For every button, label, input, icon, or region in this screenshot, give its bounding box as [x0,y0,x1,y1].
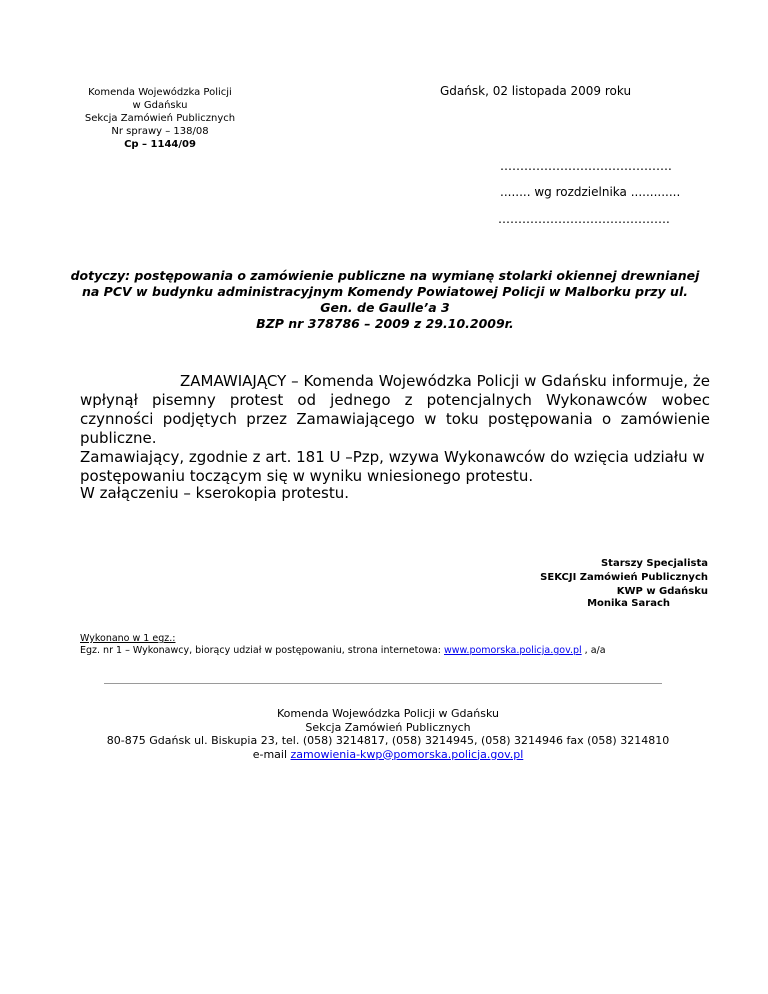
footer-email-line [80,748,696,762]
footer-email-prefix: e-mail [252,747,291,761]
distribution-block [80,633,606,657]
signature-unit: KWP w Gdańsku [616,586,708,597]
footer-section: Sekcja Zamówień Publicznych [305,720,471,734]
letter-body [80,372,710,486]
distribution-suffix: , a/a [581,645,606,656]
footer-address: 80-875 Gdańsk ul. Biskupia 23, tel. (058) 3214817, (058) 3214945, (058) 3214946 fax (058) 3214810 [106,734,670,747]
sender-block [60,86,260,151]
document-date: Gdańsk, 02 listopada 2009 roku [440,84,632,98]
distribution-text: Egz. nr 1 – Wykonawcy, biorący udział w postępowaniu, strona internetowa: [80,645,444,656]
subject-line-3: Gen. de Gaulle’a 3 [320,300,450,315]
footer [80,707,696,761]
body-paragraph-2-line-2: postępowaniu toczącym się w wyniku wniesionego protestu. [80,467,534,485]
footer-divider [104,683,662,684]
body-paragraph-1: ZAMAWIAJĄCY – Komenda Wojewódzka Policji w Gdańsku informuje, że wpłynął pisemny protest od jednego z potencjalnych Wykonawców wobec czynności podjętych przez Zamawiającego w toku postępowania o zamówienie publiczne. [80,372,710,447]
body-paragraph-2-line-1: Zamawiający, zgodnie z art. 181 U –Pzp, wzywa Wykonawców do wzięcia udziału w [80,448,705,466]
addressee-line-1: ……………………………………. [500,159,672,173]
distribution-heading: Wykonano w 1 egz.: [80,633,176,644]
website-link[interactable]: www.pomorska.policja.gov.pl [444,645,582,656]
addressee-line-3: ……………………………………. [498,212,670,226]
signature-name: Monika Sarach [587,598,670,609]
footer-institution: Komenda Wojewódzka Policji w Gdańsku [277,707,499,720]
signature-section: SEKCJI Zamówień Publicznych [540,572,708,583]
subject-line-2: na PCV w budynku administracyjnym Komendy Powiatowej Policji w Malborku przy ul. [82,284,688,299]
sender-section: Sekcja Zamówień Publicznych [84,113,236,124]
case-number: Nr sprawy – 138/08 [111,126,209,137]
attachment-note: W załączeniu – kserokopia protestu. [80,484,350,502]
subject-block [62,268,708,332]
distribution-line [80,645,606,657]
subject-line-1: dotyczy: postępowania o zamówienie publiczne na wymianę stolarki okiennej drewnianej [70,268,700,283]
email-link[interactable]: zamowienia-kwp@pomorska.policja.gov.pl [290,747,524,761]
sender-city: w Gdańsku [132,100,188,111]
sender-institution: Komenda Wojewódzka Policji [88,87,232,98]
reference-number: Cp – 1144/09 [124,139,196,150]
addressee-line-2: ........ wg rozdzielnika ............. [500,185,681,199]
subject-line-4: BZP nr 378786 – 2009 z 29.10.2009r. [256,316,514,331]
signature-title: Starszy Specjalista [600,558,708,569]
